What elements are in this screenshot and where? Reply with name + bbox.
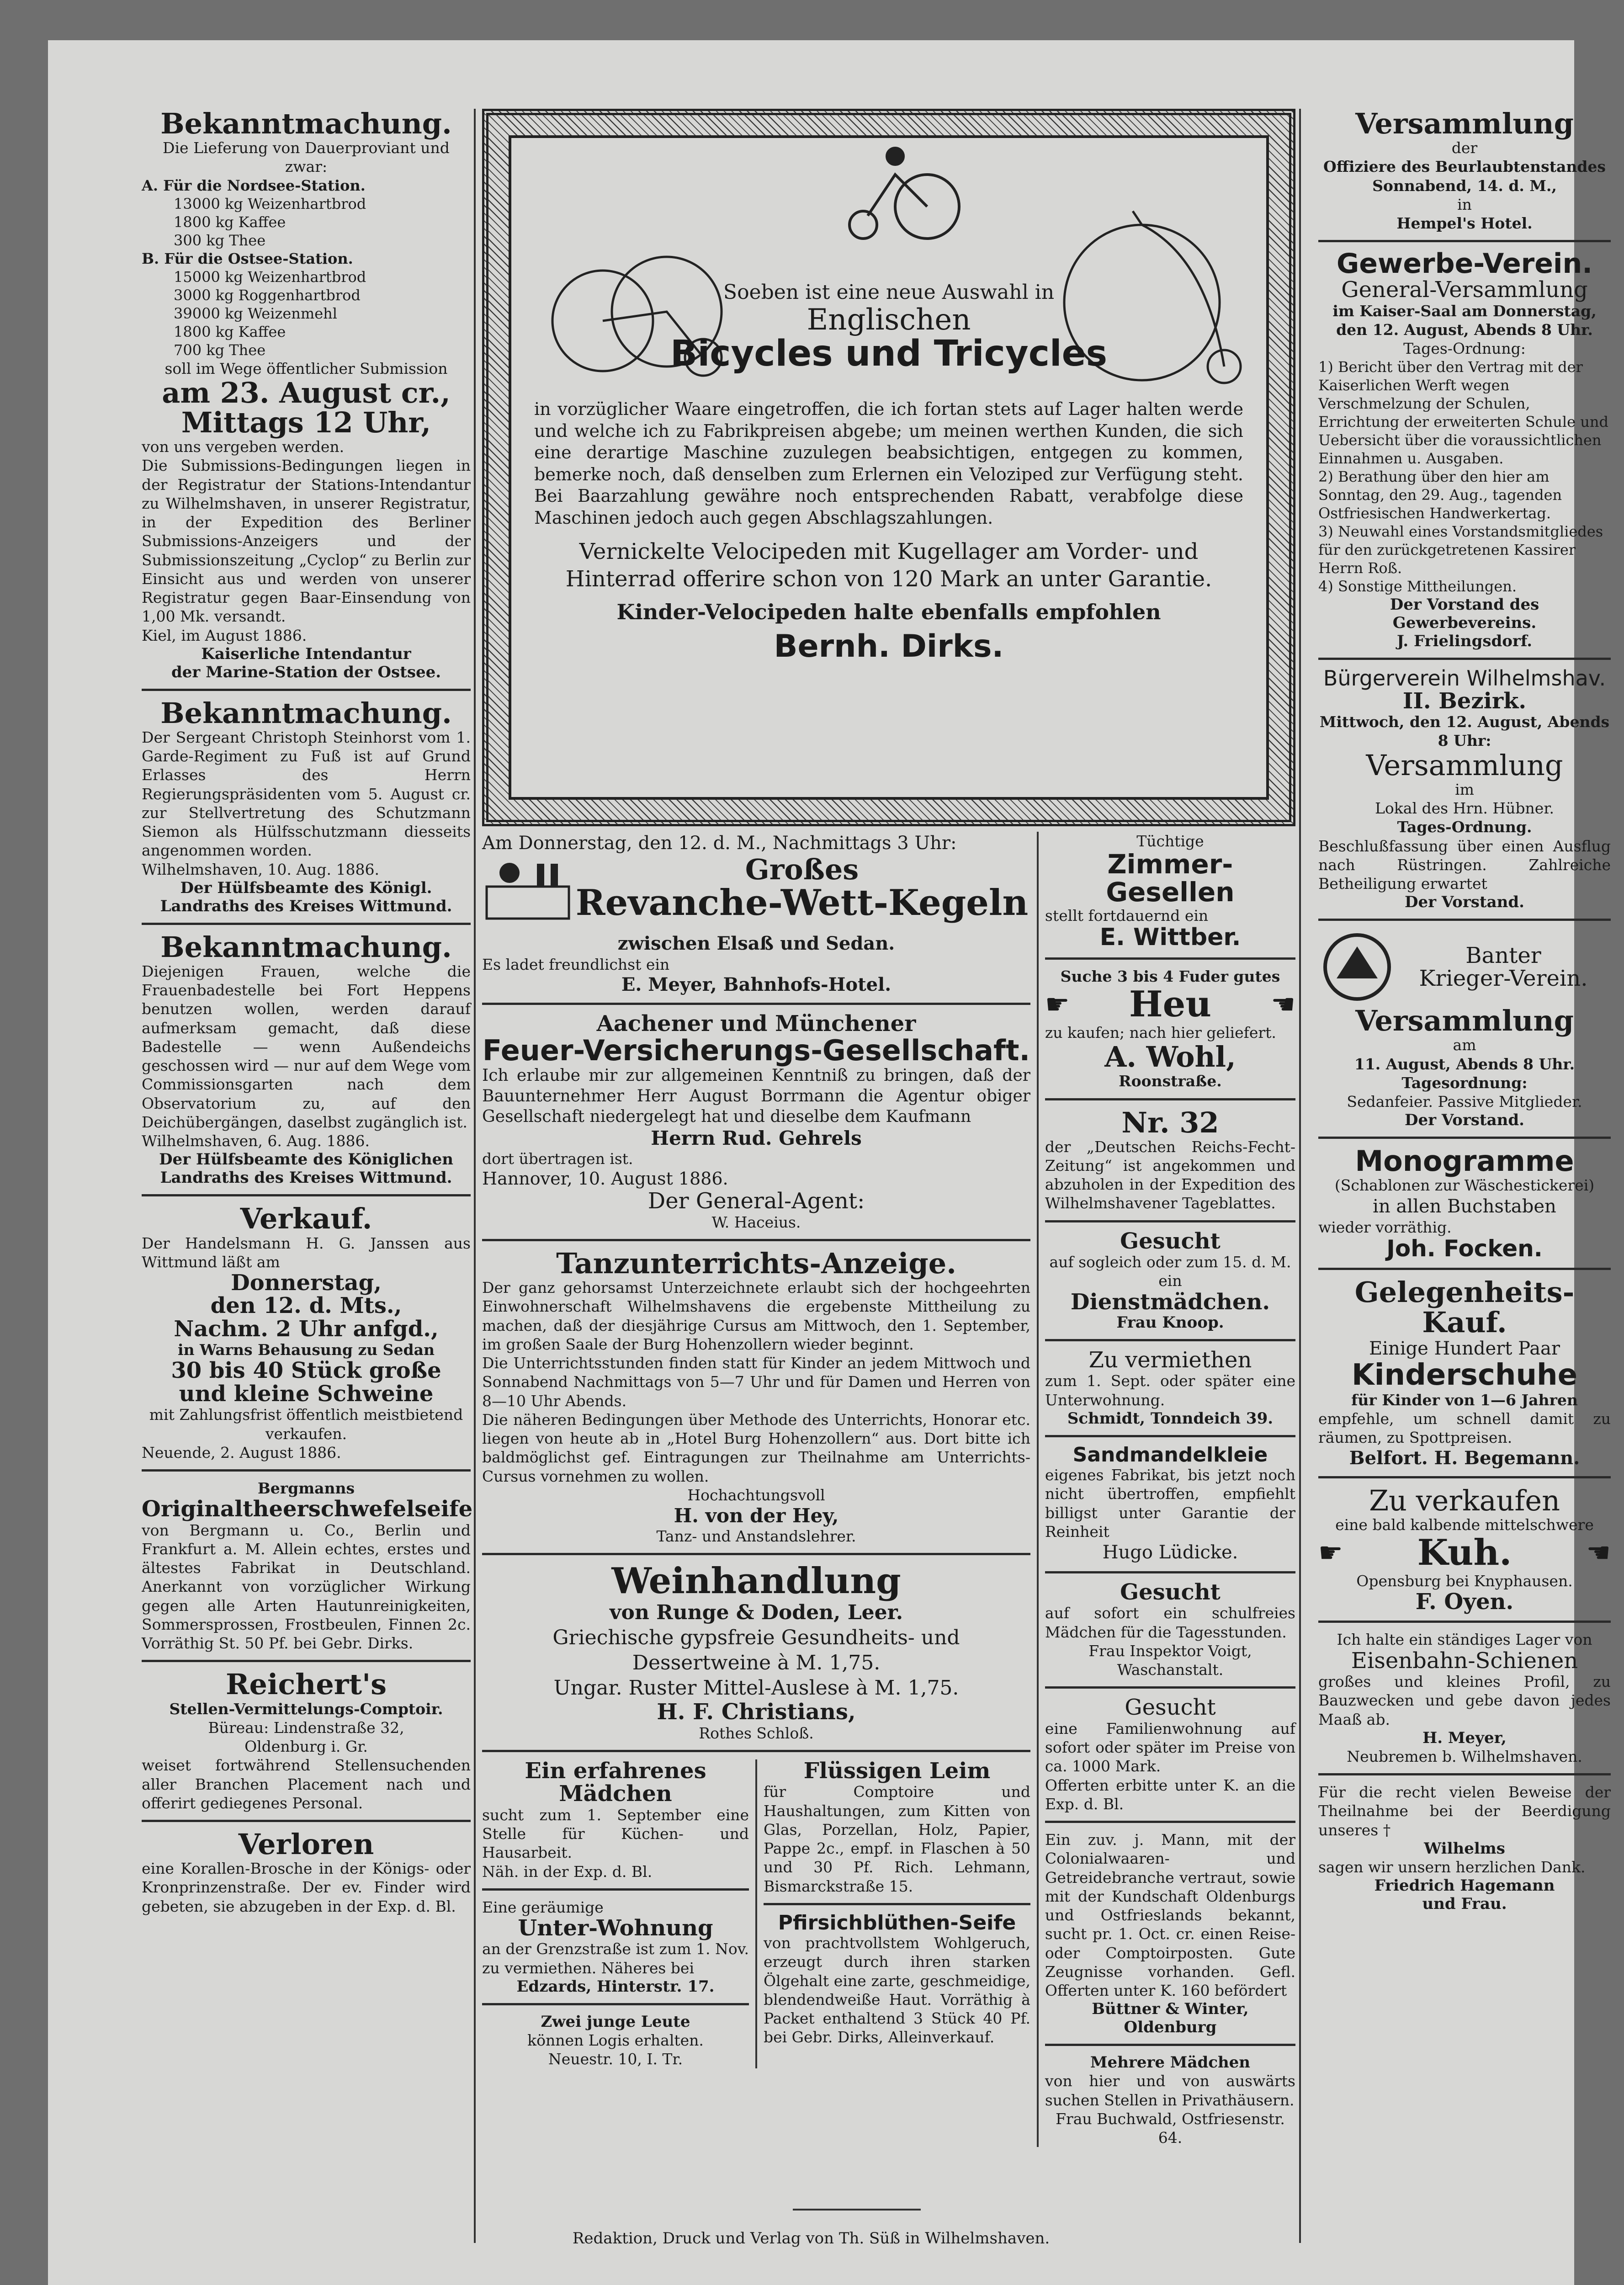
list-item: 2) Berathung über den hier am Sonntag, den 29. Aug., tagenden Ostfriesischen Handwerkertag. bbox=[1318, 468, 1562, 522]
ad-text: sucht zum 1. September eine Stelle für Küchen- und Hausarbeit. bbox=[482, 1806, 749, 1862]
divider bbox=[1045, 2044, 1295, 2046]
divider bbox=[142, 1194, 471, 1196]
footer-rule bbox=[793, 2209, 921, 2211]
ad-text: Tanz- und Anstandslehrer. bbox=[656, 1527, 856, 1546]
ad-signature: Frau Inspektor Voigt, Waschanstalt. bbox=[1088, 1642, 1252, 1679]
notice-signature: Landraths des Kreises Wittmund. bbox=[160, 1169, 452, 1187]
divider bbox=[482, 1239, 1030, 1241]
ad-gelegenheitskauf bbox=[1318, 1277, 1611, 1468]
ad-text: Sedanfeier. Passive Mitglieder. bbox=[1347, 1093, 1582, 1111]
ad-title: Verkauf. bbox=[240, 1202, 372, 1236]
divider bbox=[1045, 1098, 1295, 1100]
ad-signature: W. Haceius. bbox=[711, 1213, 801, 1231]
ad-text: mit Zahlungsfrist öffentlich meistbietend verkaufen. bbox=[149, 1406, 463, 1443]
ad-text: in bbox=[1457, 195, 1472, 213]
notice-text: Die Submissions-Bedingungen liegen in der Registratur der Stations-Intendantur zu Wilhelmshaven, in unserer Registratur, in der Expedition des Berliner Submissions-Anzeigers und der Submissionszeitung „Cyclop“ zu Berlin zur Einsicht aus und werden von unserer Registratur gegen Baar-Einsendung von 1,00 Mk. versandt. bbox=[142, 457, 471, 626]
ad-signature: Der Vorstand. bbox=[1405, 893, 1524, 912]
ad-signature: Joh. Focken. bbox=[1386, 1235, 1543, 1262]
divider bbox=[1045, 1686, 1295, 1689]
divider bbox=[1318, 1621, 1611, 1623]
ad-text: für Kinder von 1—6 Jahren bbox=[1351, 1391, 1578, 1409]
notice-title: Bekanntmachung. bbox=[160, 930, 452, 964]
ad-title: Reichert's bbox=[226, 1668, 387, 1701]
ad-text: von Runge & Doden, Leer. bbox=[609, 1601, 903, 1625]
notice-time: Mittags 12 Uhr, bbox=[181, 405, 431, 439]
list-item: 4) Sonstige Mittheilungen. bbox=[1318, 578, 1517, 595]
ad-subtitle: General-Versammlung bbox=[1341, 277, 1588, 303]
ad-title: Verloren bbox=[238, 1828, 374, 1861]
ad-text: in allen Buchstaben bbox=[1373, 1196, 1556, 1217]
notice-text: Der Sergeant Christoph Steinhorst vom 1. Garde-Regiment zu Fuß ist auf Grund Erlasses des Herrn Regierungspräsidenten vom 5. August cr. zur Stellvertretung des Schutzmann Siemon als Hülfsschutzmann diesseits angenommen worden. bbox=[142, 728, 471, 860]
ad-title: Originaltheerschwefelseife bbox=[142, 1496, 473, 1522]
ad-text: Näh. in der Exp. d. Bl. bbox=[482, 1862, 653, 1881]
ad-signature: J. Frielingsdorf. bbox=[1396, 632, 1533, 651]
column-rule bbox=[755, 1759, 757, 2068]
ad-signature: Belfort. H. Begemann. bbox=[1349, 1447, 1580, 1469]
ad-signature: Friedrich Hagemann bbox=[1374, 1876, 1555, 1895]
ad-title: Gesucht bbox=[1120, 1579, 1221, 1605]
ad-text: für Comptoire und Haushaltungen, zum Kitten von Glas, Porzellan, Holz, Papier, Pappe 2c., empf. in Flaschen à 50 und 30 Pf. Rich. Lehmann, Bismarckstraße 15. bbox=[763, 1783, 1030, 1895]
divider bbox=[1045, 1821, 1295, 1823]
divider bbox=[1045, 1435, 1295, 1437]
ad-date: den 12. d. Mts., bbox=[210, 1293, 402, 1319]
ad-text: zum 1. Sept. oder später eine Unterwohnung. bbox=[1045, 1372, 1295, 1409]
bicycle-ad-signature: Bernh. Dirks. bbox=[774, 628, 1004, 664]
notice-text: soll im Wege öffentlicher Submission bbox=[165, 359, 448, 377]
ad-title: Mehrere Mädchen bbox=[1090, 2053, 1251, 2072]
ad-kegeln bbox=[482, 832, 1030, 995]
notice-signature: der Marine-Station der Ostsee. bbox=[171, 663, 441, 681]
column-rule bbox=[1299, 109, 1301, 2243]
bicycle-ad-line: Englischen bbox=[807, 303, 971, 337]
ad-title: Pfirsichblüthen-Seife bbox=[778, 1911, 1016, 1934]
ad-highlight: Versammlung bbox=[1355, 1004, 1574, 1038]
ad-address: Opensburg bei Knyphausen. bbox=[1356, 1572, 1573, 1590]
ad-text: Ich halte ein ständiges Lager von bbox=[1337, 1631, 1592, 1649]
right-column bbox=[1318, 109, 1611, 2248]
ad-text: der bbox=[1451, 139, 1478, 157]
ad-feuer bbox=[482, 1012, 1030, 1232]
ad-name: Wilhelms bbox=[1424, 1839, 1505, 1858]
ad-text: weiset fortwährend Stellensuchenden aller Branchen Placement nach und offerirt gediegenes Personal. bbox=[142, 1756, 471, 1812]
rider-bicycle-icon bbox=[849, 148, 959, 239]
ad-highlight: Dienstmädchen. bbox=[1070, 1289, 1270, 1315]
list-item: 1) Bericht über den Vertrag mit der Kaiserlichen Werft wegen Verschmelzung der Schulen, Errichtung der erweiterten Schule und Uebersicht über die voraussichtlichen Einnahmen u. Ausgaben. bbox=[1318, 358, 1608, 468]
notice-text: Die Lieferung von Dauerproviant und zwar: bbox=[163, 139, 450, 176]
ad-highlight: 30 bis 40 Stück große bbox=[171, 1358, 441, 1384]
divider bbox=[1045, 1571, 1295, 1573]
ad-date: Donnerstag, bbox=[231, 1270, 382, 1296]
ad-subtitle: Stellen-Vermittelungs-Comptoir. bbox=[169, 1700, 443, 1718]
ad-title: Bürgerverein Wilhelmshav. bbox=[1323, 666, 1606, 691]
list-item: 3) Neuwahl eines Vorstandsmitgliedes für den zurückgetretenen Kassirer Herrn Roß. bbox=[1318, 523, 1603, 577]
ad-address: Oldenburg i. Gr. bbox=[244, 1738, 368, 1755]
bicycle-ad-line: Kinder-Velocipeden halte ebenfalls empfohlen bbox=[616, 600, 1161, 625]
ad-text: im Kaiser-Saal am Donnerstag, den 12. August, Abends 8 Uhr. bbox=[1332, 302, 1597, 339]
bicycle-ad-title: Bicycles und Tricycles bbox=[670, 333, 1107, 375]
divider bbox=[1318, 658, 1611, 660]
ad-krieger-verein bbox=[1318, 928, 1611, 1129]
middle-left-block bbox=[482, 832, 1030, 2147]
divider bbox=[1045, 957, 1295, 960]
notice-sergeant bbox=[142, 698, 471, 915]
ad-text: zu kaufen; nach hier geliefert. bbox=[1045, 1024, 1276, 1042]
ad-address: Roonstraße. bbox=[1119, 1072, 1222, 1090]
notice-bathing bbox=[142, 932, 471, 1187]
list-item: 300 kg Thee bbox=[174, 231, 266, 249]
list-item: 39000 kg Weizenmehl bbox=[174, 304, 337, 322]
ad-title: Großes bbox=[745, 853, 859, 886]
ad-text: Es ladet freundlichst ein bbox=[482, 956, 670, 973]
ad-highlight: Kinderschuhe bbox=[1352, 1358, 1577, 1392]
ad-text: Ungar. Ruster Mittel-Auslese à M. 1,75. bbox=[553, 1676, 959, 1700]
divider bbox=[142, 923, 471, 925]
ad-address: Neubremen b. Wilhelmshaven. bbox=[1347, 1747, 1582, 1765]
bicycle-ad-line: Soeben ist eine neue Auswahl in bbox=[723, 281, 1055, 304]
pointing-hand-icon: ☚ bbox=[1271, 988, 1295, 1021]
ad-title: Monogramme bbox=[1355, 1144, 1574, 1178]
divider bbox=[1318, 1137, 1611, 1139]
ad-signature: Büttner & Winter, Oldenburg bbox=[1092, 2000, 1249, 2037]
ad-signature: H. von der Hey, bbox=[674, 1504, 839, 1527]
ad-text: Ein zuv. j. Mann, mit der Colonialwaaren- und Getreidebranche vertraut, sowie mit der Kundschaft Oldenburgs und Ostfrieslands bekannt, sucht pr. 1. Oct. cr. einen Reise- oder Comptoirposten. Gute Zeugnisse vorhanden. Gefl. Offerten unter K. 160 befördert bbox=[1045, 1831, 1295, 2000]
ad-text: großes und kleines Profil, zu Bauzwecken und gebe davon jedes Maaß ab. bbox=[1318, 1673, 1611, 1728]
ad-text: sagen wir unsern herzlichen Dank. bbox=[1318, 1858, 1586, 1876]
pointing-hand-icon: ☚ bbox=[1586, 1536, 1611, 1569]
ad-highlight: Versammlung bbox=[1366, 748, 1563, 782]
divider bbox=[482, 1553, 1030, 1555]
notice-date: am 23. August cr., bbox=[162, 376, 451, 409]
ad-text: eine Korallen-Brosche in der Königs- oder Kronprinzenstraße. Der ev. Finder wird gebeten, sie abzugeben in der Exp. d. Bl. bbox=[142, 1860, 471, 1915]
ad-title: Krieger-Verein. bbox=[1419, 966, 1588, 992]
notice-text: Diejenigen Frauen, welche die Frauenbadestelle bei Fort Heppens benutzen wollen, werden darauf aufmerksam gemacht, daß diese Badestelle — wenn Außendeichs geschossen wird — nur auf dem Wege vom Commissionsgarten nach dem Observatorium zu, auf den Deichübergängen, daselbst zugänglich ist. bbox=[142, 962, 471, 1131]
notice-signature: Der Hülfsbeamte des Königlichen bbox=[159, 1150, 453, 1169]
ad-title: Weinhandlung bbox=[611, 1560, 901, 1602]
ad-subtitle: II. Bezirk. bbox=[1402, 688, 1527, 714]
ad-signature: Hugo Lüdicke. bbox=[1102, 1542, 1238, 1563]
ad-place: Lokal des Hrn. Hübner. bbox=[1375, 799, 1554, 818]
list-item: 1800 kg Kaffee bbox=[174, 323, 286, 340]
ad-date: Mittwoch, den 12. August, Abends 8 Uhr: bbox=[1319, 713, 1610, 750]
notice-signature: Der Hülfsbeamte des Königl. bbox=[180, 878, 432, 897]
middle-right-block bbox=[1045, 832, 1295, 2147]
ad-signature: Schmidt, Tonndeich 39. bbox=[1067, 1409, 1274, 1428]
newspaper-page bbox=[48, 40, 1611, 2285]
ad-text: Hochachtungsvoll bbox=[687, 1486, 825, 1504]
ad-text: Tagesordnung: bbox=[1401, 1073, 1528, 1092]
ad-text: eigenes Fabrikat, bis jetzt noch nicht übertroffen, empfiehlt billigst unter Garantie der Reinheit bbox=[1045, 1466, 1295, 1541]
ad-text: eine Familienwohnung auf sofort oder später im Preise von ca. 1000 Mark. bbox=[1045, 1719, 1295, 1775]
column-rule bbox=[1037, 832, 1039, 2147]
list-item: 15000 kg Weizenhartbrod bbox=[174, 268, 366, 286]
middle-small-ads bbox=[482, 1759, 1030, 2068]
ad-title: Aachener und Münchener bbox=[596, 1011, 916, 1037]
ad-text: Der ganz gehorsamst Unterzeichnete erlaubt sich der hochgeehrten Einwohnerschaft Wilhelmshavens die ergebenste Mittheilung zu machen, daß der diesjährige Cursus am Mittwoch, den 1. September, im großen Saale der Burg Hohenzollern wieder beginnt. bbox=[482, 1279, 1030, 1353]
ad-place: Neuende, 2. August 1886. bbox=[142, 1443, 341, 1461]
ad-text: auf sofort ein schulfreies Mädchen für die Tagesstunden. bbox=[1045, 1604, 1295, 1641]
ad-text: dort übertragen ist. bbox=[482, 1149, 633, 1168]
ad-seife bbox=[142, 1479, 471, 1653]
ad-title: Nr. 32 bbox=[1121, 1105, 1219, 1139]
divider bbox=[1318, 919, 1611, 921]
ad-text: Die näheren Bedingungen über Methode des Unterrichts, Honorar etc. liegen von heute ab in „Hotel Burg Hohenzollern“ aus. Dort bitte ich baldmöglichst gef. Eintragungen zur Theilnahme am Unterrichts-Cursus vornehmen zu wollen. bbox=[482, 1410, 1030, 1485]
ad-text: Einige Hundert Paar bbox=[1369, 1338, 1560, 1359]
ad-time: Nachm. 2 Uhr anfgd., bbox=[174, 1316, 439, 1342]
ad-signature: H. F. Christians, bbox=[657, 1699, 856, 1725]
bicycle-ad bbox=[509, 135, 1269, 800]
ad-danksagung bbox=[1318, 1783, 1611, 1913]
notice-subhead: A. Für die Nordsee-Station. bbox=[142, 176, 366, 194]
ad-text: Tüchtige bbox=[1136, 832, 1204, 850]
ad-title: Sandmandelkleie bbox=[1072, 1443, 1268, 1467]
pointing-hand-icon: ☛ bbox=[1045, 988, 1070, 1021]
notice-place: Wilhelmshaven, 10. Aug. 1886. bbox=[142, 860, 379, 878]
ad-monogramme bbox=[1318, 1146, 1611, 1260]
ad-versammlung-offiziere bbox=[1318, 109, 1611, 233]
ad-signature: H. Meyer, bbox=[1422, 1728, 1507, 1747]
ad-text: Eine geräumige bbox=[482, 1898, 604, 1916]
divider bbox=[1318, 1476, 1611, 1478]
ad-text: stellt fortdauernd ein bbox=[1045, 907, 1209, 925]
divider bbox=[482, 1003, 1030, 1005]
ad-kuh bbox=[1318, 1483, 1611, 1615]
ad-title: Versammlung bbox=[1355, 107, 1574, 140]
ad-text: eine bald kalbende mittelschwere bbox=[1335, 1515, 1594, 1534]
ad-text: in Warns Behausung zu Sedan bbox=[178, 1341, 435, 1359]
ad-title: Banter bbox=[1465, 942, 1541, 968]
notice-signature: Kaiserliche Intendantur bbox=[201, 644, 411, 663]
ad-text: von Bergmann u. Co., Berlin und Frankfurt a. M. Allein echtes, erstes und ältestes Fabrikat in Deutschland. Anerkannt von vorzüglicher Wirkung gegen alle Arten Hautunreinigkeiten, Sommersprossen, Frostbeulen, Finnen 2c. Vorräthig St. 50 Pf. bei Gebr. Dirks. bbox=[142, 1521, 471, 1653]
ad-signature: A. Wohl, bbox=[1104, 1040, 1236, 1074]
ad-text: Offerten erbitte unter K. an die Exp. d. Bl. bbox=[1045, 1776, 1295, 1813]
ad-title: Zu vermiethen bbox=[1088, 1347, 1252, 1373]
ad-title: Gelegenheits-Kauf. bbox=[1354, 1275, 1575, 1339]
ad-tanz bbox=[482, 1249, 1030, 1546]
ad-title: Gewerbe-Verein. bbox=[1336, 248, 1593, 280]
pointing-hand-icon: ☛ bbox=[1318, 1536, 1343, 1569]
notice-title: Bekanntmachung. bbox=[160, 107, 452, 140]
ad-place: Hannover, 10. August 1886. bbox=[482, 1168, 728, 1189]
ad-text: auf sogleich oder zum 15. d. M. ein bbox=[1049, 1253, 1291, 1290]
ad-title: Heu bbox=[1129, 983, 1211, 1026]
imprint-footer: Redaktion, Druck und Verlag von Th. Süß in Wilhelmshaven. bbox=[572, 2229, 1050, 2248]
ad-date: 11. August, Abends 8 Uhr. bbox=[1354, 1055, 1575, 1073]
divider bbox=[482, 2003, 749, 2005]
notice-subhead: B. Für die Ostsee-Station. bbox=[142, 250, 353, 267]
ad-address: Neuestr. 10, I. Tr. bbox=[548, 2050, 683, 2068]
ad-text: Beschlußfassung über einen Ausflug nach Rüstringen. Zahlreiche Betheiligung erwartet bbox=[1318, 837, 1611, 893]
ad-date: Sonnabend, 14. d. M., bbox=[1372, 176, 1557, 195]
ad-buergerverein bbox=[1318, 667, 1611, 911]
ad-text: (Schablonen zur Wäschestickerei) bbox=[1334, 1176, 1595, 1195]
ad-title: Gesucht bbox=[1125, 1695, 1216, 1721]
notice-text: von uns vergeben werden. bbox=[142, 438, 345, 456]
ad-text: der „Deutschen Reichs-Fecht-Zeitung“ ist angekommen und abzuholen in der Expedition des Wilhelmshavener Tageblattes. bbox=[1045, 1137, 1295, 1212]
ad-highlight: und kleine Schweine bbox=[179, 1381, 434, 1407]
list-item: 700 kg Thee bbox=[174, 341, 266, 359]
divider bbox=[482, 1888, 749, 1891]
bicycle-ad-line: Vernickelte Velocipeden mit Kugellager am Vorder- und Hinterrad offerire schon von 120 Mark an unter Garantie. bbox=[565, 539, 1212, 592]
divider bbox=[1318, 240, 1611, 242]
ad-wein bbox=[482, 1562, 1030, 1743]
bowling-icon bbox=[482, 855, 573, 932]
ad-signature: Der General-Agent: bbox=[647, 1188, 865, 1214]
ad-text: Ich erlaube mir zur allgemeinen Kenntniß zu bringen, daß der Bauunternehmer Herr August Borrmann die Agentur obiger Gesellschaft niedergelegt hat und dieselbe dem Kaufmann bbox=[482, 1066, 1030, 1126]
ad-title: Zu verkaufen bbox=[1369, 1483, 1560, 1517]
ad-title: Unter-Wohnung bbox=[518, 1915, 713, 1941]
ad-text: wieder vorräthig. bbox=[1318, 1218, 1452, 1236]
list-item: 13000 kg Weizenhartbrod bbox=[174, 195, 366, 213]
divider bbox=[1045, 1220, 1295, 1222]
ad-text: Offiziere des Beurlaubtenstandes bbox=[1323, 158, 1606, 176]
ad-title: Zwei junge Leute bbox=[541, 2012, 690, 2031]
list-item: 3000 kg Roggenhartbrod bbox=[174, 286, 361, 304]
ad-place: Hempel's Hotel. bbox=[1396, 214, 1533, 233]
ad-text: empfehle, um schnell damit zu räumen, zu Spottpreisen. bbox=[1318, 1410, 1611, 1447]
notice-signature: Landraths des Kreises Wittmund. bbox=[160, 897, 452, 915]
ad-title: Tanzunterrichts-Anzeige. bbox=[556, 1247, 956, 1281]
ad-text: Rothes Schloß. bbox=[699, 1724, 814, 1742]
ad-reichert bbox=[142, 1669, 471, 1812]
ad-signature: Der Vorstand des Gewerbevereins. bbox=[1390, 595, 1539, 632]
divider bbox=[1045, 1339, 1295, 1341]
ad-text: von prachtvollstem Wohlgeruch, erzeugt durch ihren starken Ölgehalt eine zarte, geschmeidige, blendendweiße Haut. Vorräthig à Packet enthaltend 3 Stück 40 Pf. bei Gebr. Dirks, Alleinverkauf. bbox=[763, 1934, 1030, 2046]
ad-title: Feuer-Versicherungs-Gesellschaft. bbox=[482, 1033, 1030, 1067]
divider bbox=[142, 1469, 471, 1472]
ad-signature: Der Vorstand. bbox=[1405, 1111, 1524, 1130]
ad-signature: F. Oyen. bbox=[1415, 1589, 1514, 1615]
ad-text: Bergmanns bbox=[257, 1479, 355, 1498]
divider bbox=[1318, 1773, 1611, 1775]
ad-signature: Frau Knoop. bbox=[1116, 1313, 1224, 1332]
ad-text: Tages-Ordnung. bbox=[1397, 818, 1532, 836]
ad-verkauf bbox=[142, 1204, 471, 1462]
ad-text: Für die recht vielen Beweise der Theilnahme bei der Beerdigung unseres † bbox=[1318, 1783, 1611, 1839]
divider bbox=[142, 689, 471, 691]
ad-signature: E. Meyer, Bahnhofs-Hotel. bbox=[621, 974, 892, 996]
middle-lower bbox=[482, 832, 1295, 2147]
ad-signature: Frau Buchwald, Ostfriesenstr. 64. bbox=[1056, 2110, 1285, 2147]
ad-text: Tages-Ordnung: bbox=[1403, 340, 1526, 358]
ad-text: Der Handelsmann H. G. Janssen aus Wittmund läßt am bbox=[142, 1234, 471, 1271]
ad-text: Griechische gypsfreie Gesundheits- und Dessertweine à M. 1,75. bbox=[552, 1626, 960, 1675]
ad-title: Revanche-Wett-Kegeln bbox=[575, 882, 1029, 924]
ad-title: Flüssigen Leim bbox=[803, 1758, 991, 1784]
middle-column bbox=[482, 109, 1295, 2248]
ad-title: Zimmer-Gesellen bbox=[1106, 849, 1235, 908]
list-item: 1800 kg Kaffee bbox=[174, 213, 286, 231]
ad-title: Ein erfahrenes Mädchen bbox=[525, 1758, 706, 1807]
column-rule bbox=[474, 109, 476, 2243]
ad-signature: E. Wittber. bbox=[1099, 924, 1241, 951]
ad-text: von hier und von auswärts suchen Stellen in Privathäusern. bbox=[1045, 2072, 1295, 2109]
ad-text: am bbox=[1453, 1036, 1476, 1054]
eagle-crest-icon bbox=[1318, 928, 1396, 1006]
ad-text: zwischen Elsaß und Sedan. bbox=[617, 933, 895, 954]
ad-text: Die Unterrichtsstunden finden statt für Kinder an jedem Mittwoch und Sonnabend Nachmittags von 5—7 Uhr und für Damen und Herren von 8—10 Uhr Abends. bbox=[482, 1354, 1030, 1410]
ad-schienen bbox=[1318, 1630, 1611, 1766]
ad-text: können Logis erhalten. bbox=[527, 2031, 704, 2049]
bicycle-ad-frame bbox=[482, 109, 1295, 826]
ad-text: im bbox=[1455, 780, 1474, 798]
ad-text: an der Grenzstraße ist zum 1. Nov. zu vermiethen. Näheres bei bbox=[482, 1940, 749, 1977]
ad-text: Am Donnerstag, den 12. d. M., Nachmittags 3 Uhr: bbox=[482, 833, 957, 854]
divider bbox=[142, 1660, 471, 1662]
ad-text: Suche 3 bis 4 Fuder gutes bbox=[1060, 967, 1280, 985]
notice-provisions bbox=[142, 109, 471, 681]
ad-signature: Edzards, Hinterstr. 17. bbox=[516, 1977, 715, 1996]
ad-title: Eisenbahn-Schienen bbox=[1351, 1647, 1578, 1674]
ad-name: Herrn Rud. Gehrels bbox=[651, 1127, 862, 1149]
divider bbox=[764, 1903, 1030, 1905]
ad-gewerbe-verein bbox=[1318, 250, 1611, 650]
notice-place: Wilhelmshaven, 6. Aug. 1886. bbox=[142, 1132, 370, 1150]
divider bbox=[482, 1750, 1030, 1752]
notice-place: Kiel, im August 1886. bbox=[142, 626, 307, 644]
divider bbox=[1318, 1268, 1611, 1270]
notice-title: Bekanntmachung. bbox=[160, 696, 452, 730]
ad-highlight: Kuh. bbox=[1417, 1531, 1512, 1573]
ad-verloren bbox=[142, 1829, 471, 1916]
ad-address: Büreau: Lindenstraße 32, bbox=[208, 1718, 404, 1737]
bicycle-ad-text: in vorzüglicher Waare eingetroffen, die ich fortan stets auf Lager halten werde und welche ich zu Fabrikpreisen abgebe; um meinen werthen Kunden, die sich eine derartige Maschine zuzulegen beabsichtigen, entgegen zu kommen, bemerke noch, daß denselben zum Erlernen ein Veloziped zur Verfügung steht. Bei Baarzahlung gewähre noch entsprechenden Rabatt, verabfolge diese Maschinen jedoch auch gegen Abschlagszahlungen. bbox=[534, 399, 1243, 528]
divider bbox=[142, 1820, 471, 1822]
ad-signature: und Frau. bbox=[1422, 1895, 1507, 1913]
ad-title: Gesucht bbox=[1120, 1228, 1221, 1254]
left-column bbox=[142, 109, 471, 2248]
